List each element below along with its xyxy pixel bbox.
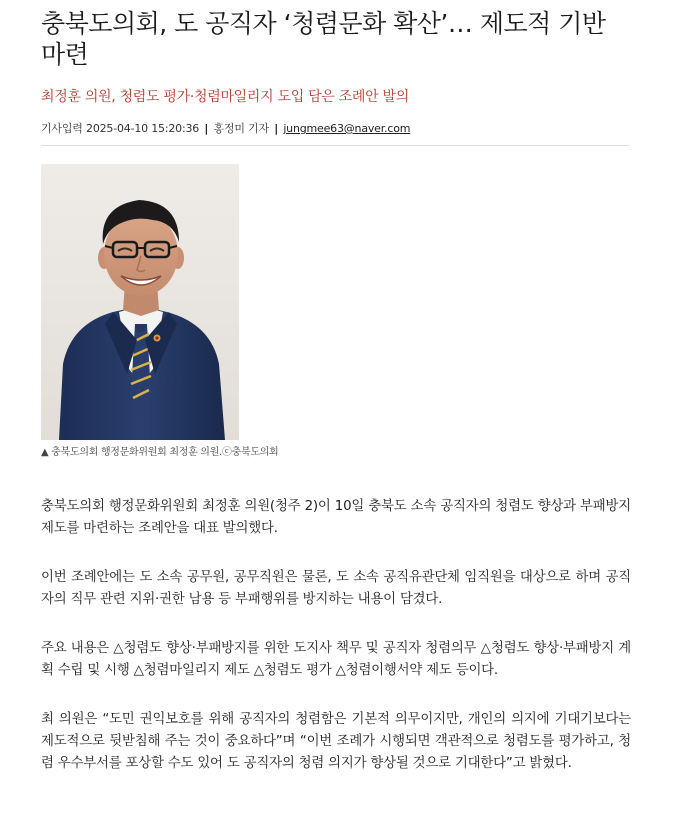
body-paragraph: 이번 조례안에는 도 소속 공무원, 공무직원은 물론, 도 소속 공직유관단체 임직원을 대상으로 하며 공직자의 직무 관련 지위·권한 남용 등 부패행위를 방지하는 내용이 담겼다. bbox=[41, 570, 631, 607]
article-subheadline: 최정훈 의원, 청렴도 평가·청렴마일리지 도입 담은 조례안 발의 bbox=[41, 89, 409, 105]
meta-separator: | bbox=[204, 122, 209, 135]
article bbox=[41, 0, 631, 802]
article-headline: 충북도의회, 도 공직자 ‘청렴문화 확산’… 제도적 기반 마련 bbox=[41, 9, 606, 69]
reporter-name: 홍정미 기자 bbox=[213, 122, 269, 135]
header-divider bbox=[41, 145, 629, 146]
article-meta bbox=[41, 122, 631, 136]
body-paragraph: 최 의원은 “도민 권익보호를 위해 공직자의 청렴함은 기본적 의무이지만, 개인의 의지에 기대기보다는 제도적으로 뒷받침해 주는 것이 중요하다”며 “이번 조례가 시행되면 객관적으로 청렴도를 평가하고, 청렴 우수부서를 포상할 수도 있어 도 공직자의 청렴 의지가 향상될 것으로 기대한다”고 밝혔다. bbox=[41, 712, 631, 771]
published-datetime: 2025-04-10 15:20:36 bbox=[86, 122, 200, 135]
photo-caption: ▲ 충북도의회 행정문화위원회 최정훈 의원.ⓒ충북도의회 bbox=[41, 447, 279, 458]
article-body bbox=[41, 496, 631, 775]
body-paragraph: 충북도의회 행정문화위원회 최정훈 의원(청주 2)이 10일 충북도 소속 공직자의 청렴도 향상과 부패방지 제도를 마련하는 조례안을 대표 발의했다. bbox=[41, 499, 631, 536]
article-photo bbox=[41, 164, 239, 440]
meta-separator: | bbox=[274, 122, 279, 135]
published-label: 기사입력 bbox=[41, 122, 83, 135]
reporter-email-link[interactable]: jungmee63@naver.com bbox=[283, 122, 411, 135]
body-paragraph: 주요 내용은 △청렴도 향상·부패방지를 위한 도지사 책무 및 공직자 청렴의무 △청렴도 향상·부패방지 계획 수립 및 시행 △청렴마일리지 제도 △청렴도 평가 △청렴이행서약 제도 등이다. bbox=[41, 641, 631, 678]
